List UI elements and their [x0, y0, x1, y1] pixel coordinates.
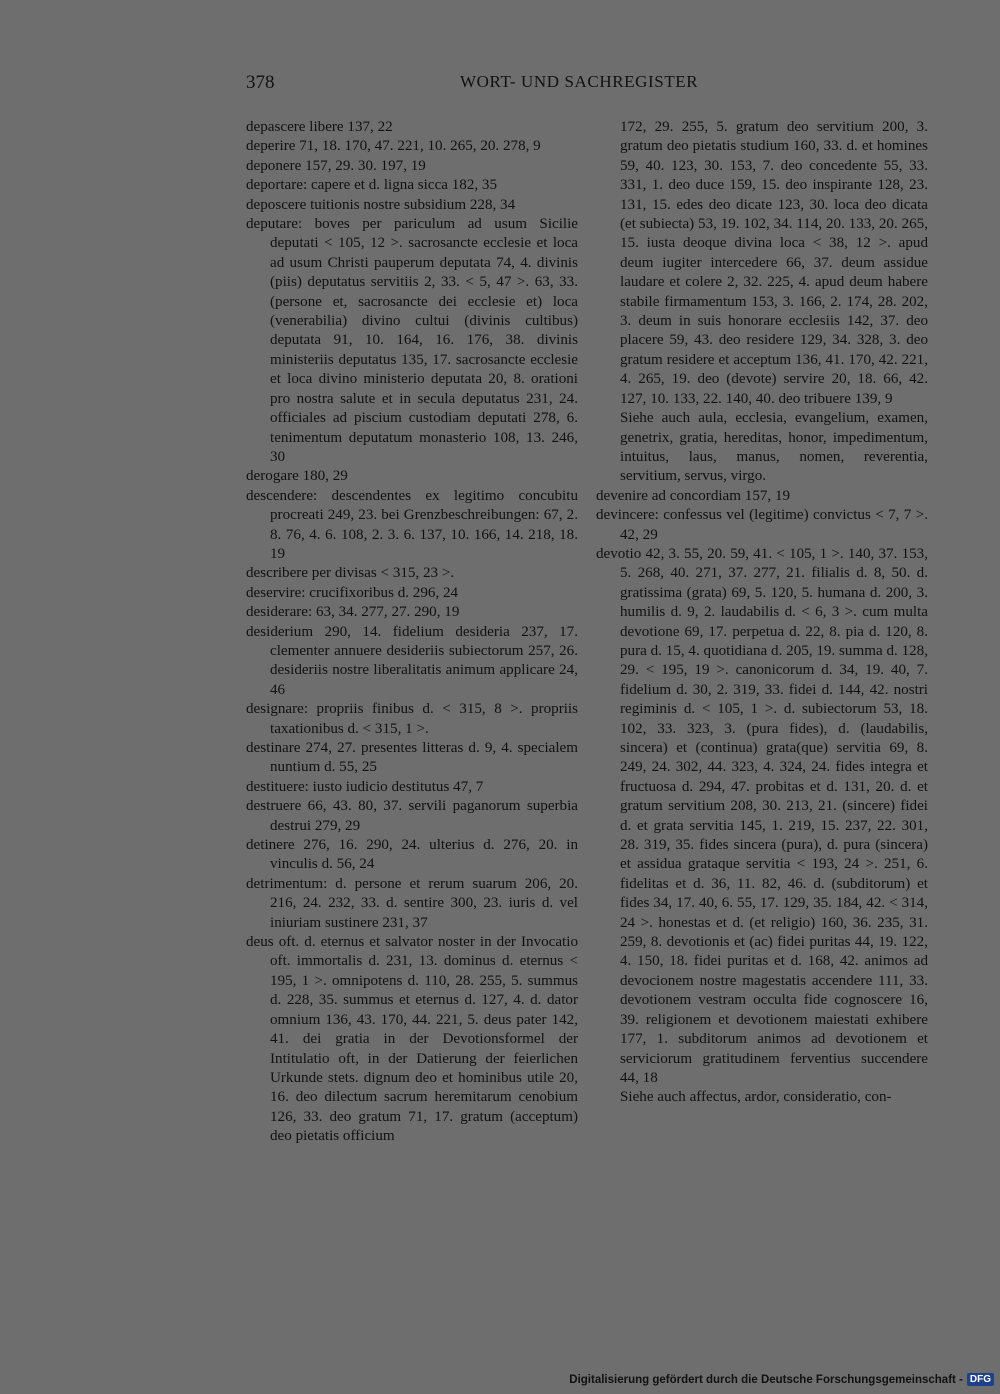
index-entry: deputare: boves per pariculum ad usum Sicilie deputati < 105, 12 >. sacrosancte ecclesie et loca ad usum Christi pauperum deputata 74, 4. divinis (piis) deputatus servitiis 2, 33. < 5, 47 >. 63, 33. (persone et, sacrosancte dei ecclesie et) loca (venerabilia) divino cultui (divinis cultibus) deputata 91, 10. 164, 16. 176, 38. divinis ministeriis deputatus 135, 17. sacrosancte ecclesie et loca divino ministerio deputata 20, 8. orationi pro nostra salute et in secula deputatus 231, 24. officiales ad piscium custodiam deputati 278, 6. tenimentum deputatum monasterio 108, 13. 246, 30 [246, 216, 578, 465]
index-entry: deposcere tuitionis nostre subsidium 228, 34 [246, 196, 516, 213]
index-entry: designare: propriis finibus d. < 315, 8 >. propriis taxationibus d. < 315, 1 >. [246, 701, 578, 737]
index-entry: deportare: capere et d. ligna sicca 182, 35 [246, 177, 498, 194]
index-entry: depascere libere 137, 22 [246, 119, 393, 135]
index-entry: derogare 180, 29 [246, 468, 348, 485]
dfg-logo: DFG [967, 1373, 994, 1386]
index-entry: descendere: descendentes ex legitimo concubitu procreati 249, 23. bei Grenzbeschreibungen: 67, 2. 8. 76, 4. 6. 108, 2. 3. 6. 137, 10. 166, 14. 218, 18. 19 [246, 487, 578, 562]
index-entry: devotio 42, 3. 55, 20. 59, 41. < 105, 1 >. 140, 37. 153, 5. 268, 40. 271, 37. 277, 21. filialis d. 8, 50. d. gratissima (grata) 69, 5. 120, 5. humana d. 200, 3. humilis d. 9, 2. laudabilis d. < 6, 3 >. cum multa devotione 69, 17. perpetua d. 22, 8. pia d. 120, 8. pura d. 15, 4. quotidiana d. 205, 19. summa d. 128, 29. < 195, 19 >. canonicorum d. 34, 19. 40, 7. fidelium d. 30, 2. 319, 33. fidei d. 144, 42. nostri regiminis d. < 105, 1 >. d. subiectorum 53, 18. 102, 33. 323, 3. (pura fides), d. (laudabilis, sincera) et (continua) grata(que) servitia 69, 8. 249, 24. 302, 44. 323, 4. 324, 24. fides integra et fructuosa d. 294, 47. probitas et d. 131, 20. d. et gratum servitium 208, 30. 213, 21. (sincere) fidei d. et grata servitia 145, 1. 219, 15. 237, 22. 301, 28. 319, 35. fides sincera (pura), d. pura (sincera) et assidua grataque servitia < 193, 24 >. 251, 6. fidelitas et d. 36, 11. 82, 46. d. (subditorum) et fides 34, 17. 40, 6. 55, 17. 129, 35. 184, 42. < 314, 24 >. honestas et d. (et religio) 160, 36. 235, 31. 259, 8. devotionis et (ac) fidei puritas 44, 19. 122, 4. 150, 18. fidei puritas et d. 168, 42. animos ad devocionem nostre magestatis accendere 111, 33. devotionem vestram occulta fide cognoscere 16, 39. religionem et devotionem maiestati exhibere 177, 1. subditorum animos ad devotionem et serviciorum gratitudinem ferventius succendere 44, 18 [596, 545, 928, 1086]
index-entry: devenire ad concordiam 157, 19 [596, 487, 791, 504]
page-header [246, 72, 936, 102]
see-also-note: Siehe auch affectus, ardor, consideratio, con- [620, 1089, 892, 1106]
index-entry: deservire: crucifixoribus d. 296, 24 [246, 584, 459, 601]
index-entry-continuation: 172, 29. 255, 5. gratum deo servitium 200, 3. gratum deo pietatis studium 160, 33. d. et homines 59, 40. 123, 30. 153, 7. deo concedente 55, 33. 331, 1. deo duce 159, 15. deo inspirante 128, 23. 131, 15. edes deo dicate 123, 30. loca deo dicata (et subiecta) 53, 19. 102, 34. 114, 20. 133, 20. 265, 15. iusta deoque divina loca < 38, 12 >. apud deum iugiter intercedere 66, 37. deum assidue laudare et colere 2, 32. 225, 4. apud deum habere stabile firmamentum 153, 3. 166, 2. 174, 28. 202, 3. deum in suis honorare ecclesiis 142, 37. deo placere 59, 43. deo residere 129, 34. 328, 3. deo gratum residere et acceptum 136, 41. 170, 42. 221, 4. 265, 19. deo (devote) servire 20, 18. 66, 42. 127, 10. 133, 22. 140, 40. deo tribuere 139, 9 [620, 119, 928, 407]
page-number: 378 [246, 72, 275, 93]
digitization-credit [569, 1373, 994, 1386]
index-entry: detinere 276, 16. 290, 24. ulterius d. 276, 20. in vinculis d. 56, 24 [246, 837, 578, 873]
index-entry: destruere 66, 43. 80, 37. servili paganorum superbia destrui 279, 29 [246, 798, 578, 834]
index-entry: deperire 71, 18. 170, 47. 221, 10. 265, 20. 278, 9 [246, 138, 541, 155]
index-entry: deponere 157, 29. 30. 197, 19 [246, 157, 426, 174]
index-entry: destinare 274, 27. presentes litteras d. 9, 4. specialem nuntium d. 55, 25 [246, 740, 578, 776]
index-entry: describere per divisas < 315, 23 >. [246, 565, 455, 582]
index-entry: deus oft. d. eternus et salvator noster in der Invocatio oft. immortalis d. 231, 13. dominus d. eternus < 195, 1 >. omnipotens d. 110, 28. 255, 5. summus d. 228, 35. summus et eternus d. 127, 4. d. dator omnium 136, 43. 170, 44. 221, 5. deus pater 142, 41. dei gratia in der Devotionsformel der Intitulatio oft, in der Datierung der feierlichen Urkunde stets. dignum deo et hominibus utile 20, 16. deo dilectum sacrum heremitarum cenobium 126, 33. deo gratum 71, 17. gratum (acceptum) deo pietatis officium [246, 934, 578, 1145]
index-entry: desiderium 290, 14. fidelium desideria 237, 17. clementer annuere desideriis subiectorum 257, 26. desideriis nostre liberalitatis animum applicare 24, 46 [246, 623, 578, 698]
index-entry: devincere: confessus vel (legitime) convictus < 7, 7 >. 42, 29 [596, 507, 928, 543]
see-also-note: Siehe auch aula, ecclesia, evangelium, examen, genetrix, gratia, hereditas, honor, impedimentum, intuitus, laus, manus, nomen, reverentia, servitium, servus, virgo. [620, 410, 928, 485]
right-column [596, 118, 928, 1108]
index-entry: desiderare: 63, 34. 277, 27. 290, 19 [246, 604, 460, 621]
index-entry: destituere: iusto iudicio destitutus 47, 7 [246, 778, 484, 795]
running-title: WORT- UND SACHREGISTER [460, 72, 699, 91]
left-column [246, 118, 578, 1147]
credit-text: Digitalisierung gefördert durch die Deutsche Forschungsgemeinschaft - [569, 1373, 963, 1386]
index-entry: detrimentum: d. persone et rerum suarum 206, 20. 216, 24. 232, 33. d. sentire 300, 23. iuris d. vel iniuriam sustinere 231, 37 [246, 875, 578, 931]
